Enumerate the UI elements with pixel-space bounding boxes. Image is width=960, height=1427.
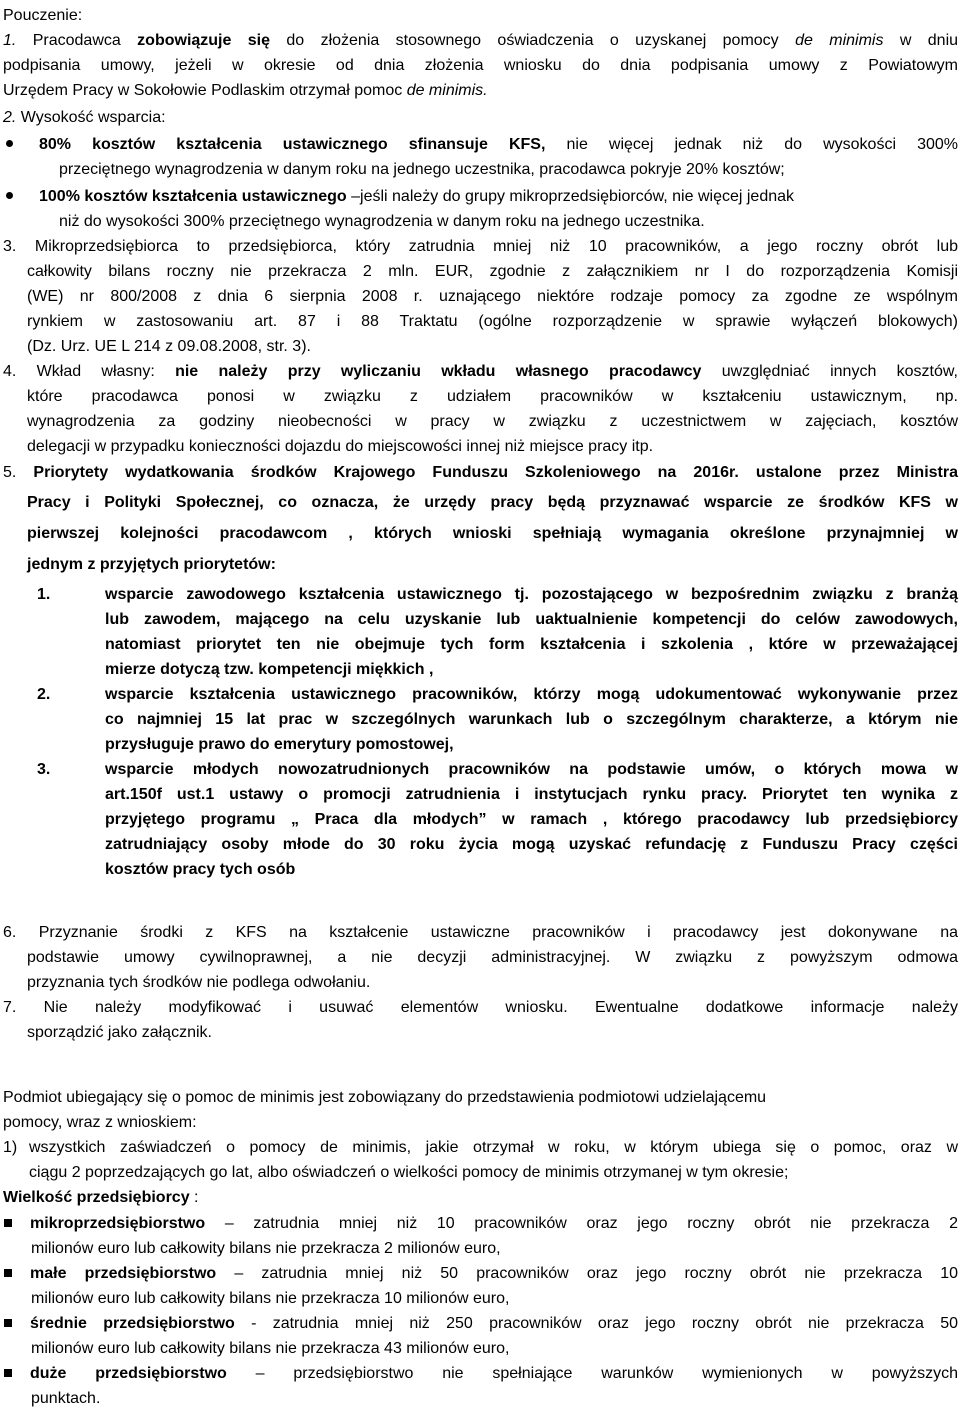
p1-l3a: Urzędem Pracy w Sokołowie Podlaskim otrzymał pomoc	[3, 82, 407, 99]
p5-item-line: natomiast priorytet ten nie obejmuje tych form kształcenia i szkolenia , które w przeważającej	[105, 636, 958, 653]
p3-num: 3.	[3, 238, 17, 255]
p5-item-num: 3.	[37, 761, 51, 778]
p5-line3: pierwszej kolejności pracodawcom , których wnioski spełniają wymagania określone przynajmniej w	[27, 525, 958, 542]
p5-line2: Pracy i Polityki Społecznej, co oznacza, że urzędy pracy będą przyznawać wsparcie ze środków KFS w	[27, 494, 958, 511]
size-name: mikroprzedsiębiorstwo	[30, 1215, 206, 1232]
size-title-line	[3, 1185, 958, 1210]
p2-title: Wysokość wsparcia:	[20, 109, 166, 126]
size-desc: - zatrudnia mniej niż 250 pracowników oraz jego roczny obrót nie przekracza 50	[234, 1315, 959, 1332]
p7-l1: Nie należy modyfikować i usuwać elementów wniosku. Ewentualne dodatkowe informacje należy	[43, 999, 958, 1016]
p1-bold: zobowiązuje się	[137, 32, 271, 49]
p5-item-line: wsparcie młodych nowozatrudnionych pracowników na podstawie umów, o których mowa w	[105, 761, 958, 778]
p5-item-num: 2.	[37, 686, 51, 703]
p7	[3, 995, 958, 1045]
size-item-medium	[3, 1311, 958, 1361]
p5-item-line: lub zawodem, mającego na celu uzyskanie lub uaktualnienie kompetencji do celów zawodowych,	[105, 611, 958, 628]
bullet-icon	[6, 192, 13, 199]
size-item-line1	[3, 1361, 958, 1386]
p6-line2: podstawie umowy cywilnoprawnej, a nie decyzji administracyjnej. W związku z powyższym odmowa	[27, 949, 958, 966]
p7-line2: sporządzić jako załącznik.	[27, 1024, 212, 1041]
p1-line3	[3, 78, 958, 103]
p5-items	[3, 582, 958, 882]
size-item-line1	[3, 1211, 958, 1236]
footer-line1: Podmiot ubiegający się o pomoc de minimis jest zobowiązany do przedstawienia podmiotowi udzielającemu	[3, 1089, 767, 1106]
p6	[3, 920, 958, 995]
p1-text2: do złożenia stosownego oświadczenia o uzyskanej pomocy	[270, 32, 796, 49]
p2-bullet1-line2: przeciętnego wynagrodzenia w danym roku na jednego uczestnika, pracodawca pokryje 20% kosztów;	[59, 161, 785, 178]
p4-bold: nie należy przy wyliczaniu wkładu własnego pracodawcy	[175, 363, 702, 380]
square-bullet-icon	[4, 1369, 12, 1377]
square-bullet-icon	[4, 1269, 12, 1277]
p5-item-body	[105, 582, 958, 682]
p5-item-line: zatrudniający osoby młode do 30 roku życia mogą uzyskać refundację z Funduszu Pracy części	[105, 836, 958, 853]
p5-item-line: przysługuje prawo do emerytury pomostowej,	[105, 736, 454, 753]
bullet-icon	[6, 140, 13, 147]
p1-line2: podpisania umowy, jeżeli w okresie od dnia złożenia wniosku do dnia podpisania umowy z Powiatowym	[3, 57, 958, 74]
p5-item-2	[3, 682, 958, 757]
p2-bullet2-line2: niż do wysokości 300% przeciętnego wynagrodzenia w danym roku na jednego uczestnika.	[59, 213, 705, 230]
p4-line1	[3, 359, 958, 384]
size-item-line1	[3, 1261, 958, 1286]
p5-num: 5.	[3, 464, 17, 481]
p3-line4: rynkiem w zastosowaniu art. 87 i 88 Traktatu (ogólne rozporządzenie w sprawie wyłączeń blokowych)	[27, 313, 958, 330]
p4-num: 4.	[3, 363, 17, 380]
p7-line1	[3, 995, 958, 1020]
size-name: średnie przedsiębiorstwo	[30, 1315, 235, 1332]
p1-l3b: de minimis.	[406, 82, 488, 99]
p5-priorities	[3, 459, 958, 580]
size-desc: – zatrudnia mniej niż 10 pracowników oraz jego roczny obrót nie przekracza 2	[205, 1215, 958, 1232]
p5-l1: Priorytety wydatkowania środków Krajowego Funduszu Szkoleniowego na 2016r. ustalone przez Ministra	[33, 464, 958, 481]
p5-item-line: co najmniej 15 lat prac w szczególnych warunkach lub o szczególnym charakterze, a którym nie	[105, 711, 958, 728]
p2-b2-text: –jeśli należy do grupy mikroprzedsiębiorców, nie więcej jednak	[346, 188, 795, 205]
p3-line2: całkowity bilans roczny nie przekracza 2 mln. EUR, zgodnie z załącznikiem nr I do rozporządzenia Komisji	[27, 263, 958, 280]
footer-line2: pomocy, wraz z wnioskiem:	[3, 1114, 197, 1131]
p5-item-3	[3, 757, 958, 882]
size-desc: – przedsiębiorstwo nie spełniające warunków wymienionych w powyższych	[226, 1365, 959, 1382]
footer-item-line: wszystkich zaświadczeń o pomocy de minimis, jakie otrzymał w roku, w którym ubiega się o pomoc, oraz w	[29, 1139, 958, 1156]
p4-line4: delegacji w przypadku konieczności dojazdu do miejscowości innej niż miejsce pracy itp.	[27, 438, 654, 455]
p5-item-line: przyjętego programu „ Praca dla młodych” w ramach , którego pracodawcy lub przedsiębiorcy	[105, 811, 958, 828]
footer-item-num: 1)	[3, 1139, 18, 1156]
p5-item-line: wsparcie kształcenia ustawicznego pracowników, którzy mogą udokumentować wykonywanie przez	[105, 686, 958, 703]
p5-item-line: art.150f ust.1 ustawy o promocji zatrudnienia i instytucjach rynku pracy. Priorytet ten wynika z	[105, 786, 958, 803]
square-bullet-icon	[4, 1219, 12, 1227]
p3-l1: Mikroprzedsiębiorca to przedsiębiorca, który zatrudnia mniej niż 10 pracowników, a jego roczny obrót lub	[34, 238, 958, 255]
p7-num: 7.	[3, 999, 17, 1016]
p1-num: 1.	[3, 32, 17, 49]
p6-num: 6.	[3, 924, 17, 941]
footer-item-1	[3, 1135, 958, 1185]
footer	[3, 1085, 958, 1411]
p2-bullet1	[3, 132, 958, 157]
p5-item-body	[105, 682, 958, 757]
p3-line3: (WE) nr 800/2008 z dnia 6 sierpnia 2008 r. uznającego niektóre rodzaje pomocy za zgodne ze wspólnym	[27, 288, 958, 305]
size-item-line2: milionów euro lub całkowity bilans nie przekracza 10 milionów euro,	[31, 1290, 510, 1307]
size-item-micro	[3, 1211, 958, 1261]
p5-item-line: wsparcie zawodowego kształcenia ustawicznego tj. pozostającego w bezpośrednim związku z branżą	[105, 586, 958, 603]
p5-item-line: mierze dotyczą tzw. kompetencji miękkich ,	[105, 661, 434, 678]
p5-line1	[3, 459, 958, 487]
size-name: małe przedsiębiorstwo	[30, 1265, 217, 1282]
footer-item-line: ciągu 2 poprzedzających go lat, albo oświadczeń o wielkości pomocy de minimis otrzymanej w tym okresie;	[29, 1164, 789, 1181]
p2-bullet2	[3, 184, 958, 209]
size-item-small	[3, 1261, 958, 1311]
p2-title-line	[3, 105, 958, 130]
p2-b1-text: nie więcej jednak niż do wysokości 300%	[545, 136, 959, 153]
p5-item-body	[105, 757, 958, 882]
p3-line1	[3, 234, 958, 259]
size-item-line2: milionów euro lub całkowity bilans nie przekracza 43 milionów euro,	[31, 1340, 510, 1357]
p1-italic: de minimis	[795, 32, 884, 49]
size-name: duże przedsiębiorstwo	[30, 1365, 227, 1382]
p2-b2-bold: 100% kosztów kształcenia ustawicznego	[39, 188, 347, 205]
size-item-line1	[3, 1311, 958, 1336]
size-title: Wielkość przedsiębiorcy	[3, 1189, 190, 1206]
size-item-large	[3, 1361, 958, 1411]
size-item-line2: punktach.	[31, 1390, 101, 1407]
p5-item-line: kosztów pracy tych osób	[105, 861, 296, 878]
p6-line3: przyznania tych środków nie podlega odwołaniu.	[27, 974, 371, 991]
p1-line1	[3, 28, 958, 53]
p1-text3: w dniu	[883, 32, 959, 49]
p4-line3: wynagrodzenia za godziny nieobecności w pracy w związku z uczestnictwem w zajęciach, kosztów	[27, 413, 958, 430]
square-bullet-icon	[4, 1319, 12, 1327]
footer-item-body	[29, 1135, 958, 1185]
p2-num: 2.	[3, 109, 17, 126]
size-desc: – zatrudnia mniej niż 50 pracowników oraz jego roczny obrót nie przekracza 10	[216, 1265, 958, 1282]
size-item-line2: milionów euro lub całkowity bilans nie przekracza 2 milionów euro,	[31, 1240, 501, 1257]
p4-line2: które pracodawca ponosi w związku z udziałem pracowników w kształceniu ustawicznym, np.	[27, 388, 958, 405]
p4-c: uwzględniać innych kosztów,	[701, 363, 959, 380]
p3-line5: (Dz. Urz. UE L 214 z 09.08.2008, str. 3).	[27, 338, 311, 355]
header-title: Pouczenie:	[3, 7, 83, 24]
p5-line4: jednym z przyjętych priorytetów:	[27, 556, 276, 573]
p4-a: Wkład własny:	[36, 363, 176, 380]
document-page	[3, 0, 958, 1411]
p1-text: Pracodawca	[32, 32, 138, 49]
p6-l1: Przyznanie środki z KFS na kształcenie ustawiczne pracowników i pracodawcy jest dokonywane na	[38, 924, 958, 941]
p5-item-num: 1.	[37, 586, 51, 603]
p5-item-1	[3, 582, 958, 682]
p6-line1	[3, 920, 958, 945]
p2-b1-bold: 80% kosztów kształcenia ustawicznego sfinansuje KFS,	[39, 136, 546, 153]
size-colon: :	[189, 1189, 199, 1206]
